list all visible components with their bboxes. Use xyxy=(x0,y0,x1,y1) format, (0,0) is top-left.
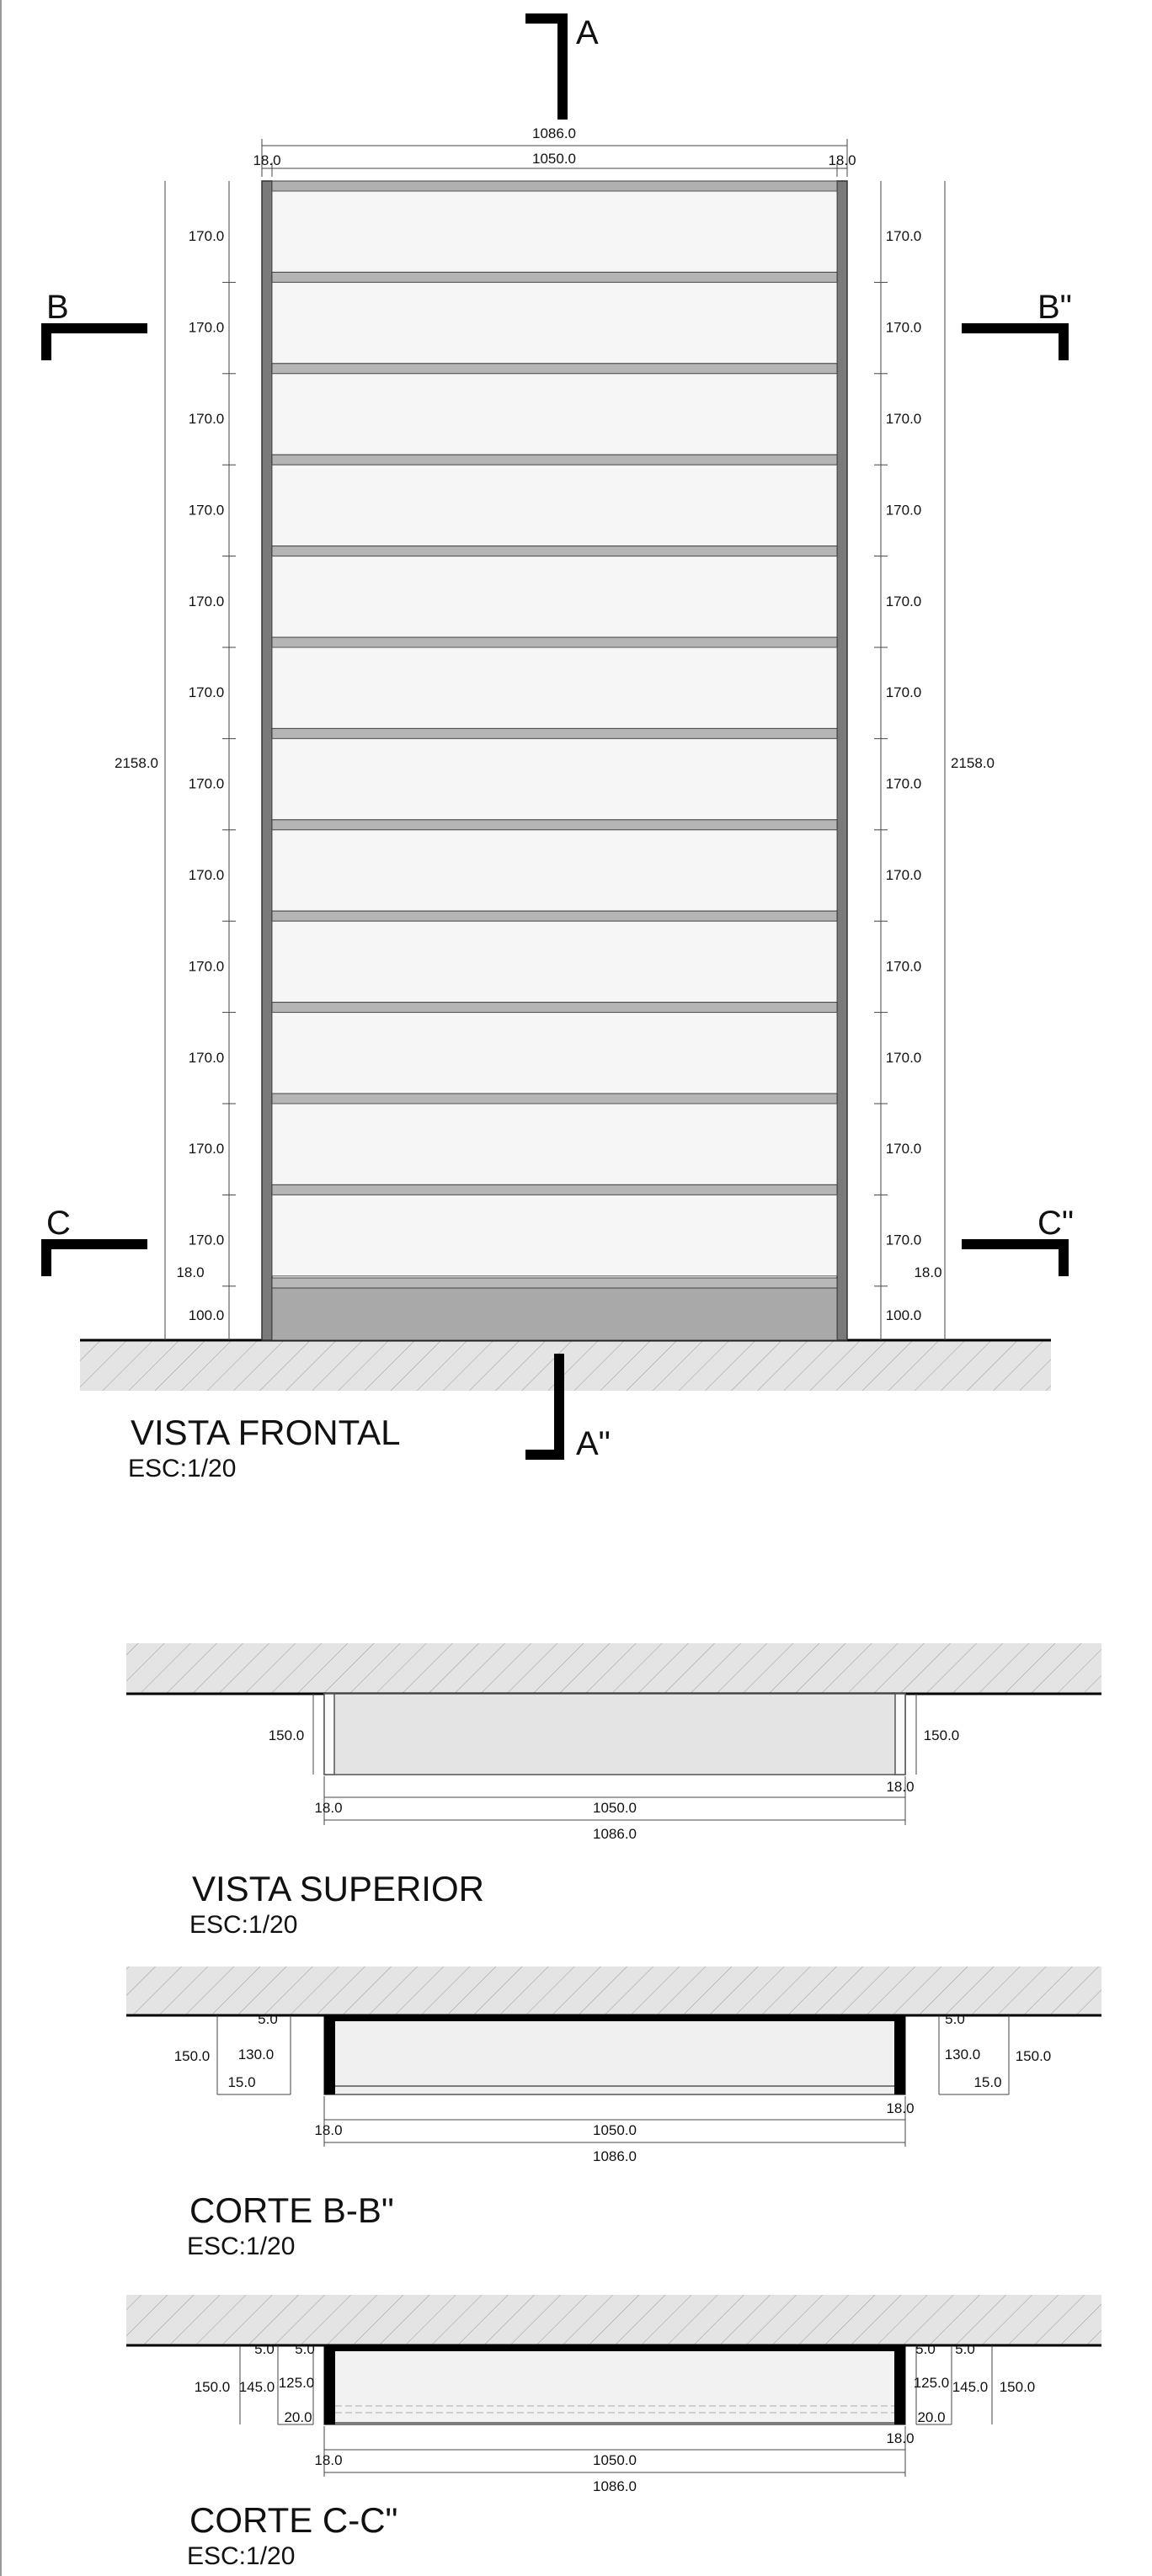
shelf-bay xyxy=(272,647,837,728)
section-c-title: CORTE C-C" xyxy=(189,2500,398,2540)
section-label-a: A xyxy=(576,14,599,51)
right-side-section xyxy=(894,2345,905,2424)
shelf-board xyxy=(272,272,837,282)
shelf-dim-right: 170.0 xyxy=(885,593,922,609)
shelf-dim-left: 170.0 xyxy=(188,1141,225,1158)
section-label-b2: B" xyxy=(1037,289,1072,326)
shelf-bay xyxy=(272,1195,837,1275)
shelf-board xyxy=(272,364,837,374)
secc-dim-145-right: 145.0 xyxy=(952,2379,989,2395)
secc-dim-depth-right: 150.0 xyxy=(999,2379,1036,2395)
shelf-dim-left: 170.0 xyxy=(188,319,225,336)
top-dim-depth-left: 150.0 xyxy=(268,1727,305,1743)
secc-dim-inner-left: 125.0 xyxy=(278,2375,315,2391)
top-view-title: VISTA SUPERIOR xyxy=(192,1869,484,1908)
top-dim-side-left: 18.0 xyxy=(314,1800,343,1816)
section-c-view xyxy=(126,2295,1101,2570)
shelf-bay xyxy=(272,465,837,546)
shelf-board xyxy=(272,1003,837,1013)
shelf-dim-left: 170.0 xyxy=(188,684,225,701)
shelf-bay xyxy=(272,1104,837,1184)
secc-dim-top-gap-right: 5.0 xyxy=(915,2341,936,2357)
left-side-section xyxy=(324,2345,335,2424)
secc-dim-overall: 1086.0 xyxy=(593,2478,637,2494)
right-side-section xyxy=(894,2015,905,2094)
front-view-scale: ESC:1/20 xyxy=(128,1455,237,1482)
section-b-title: CORTE B-B" xyxy=(189,2190,394,2230)
shelf-bay xyxy=(272,1013,837,1094)
wall-hatch xyxy=(126,1967,1101,2015)
dim-left-side: 18.0 xyxy=(253,152,281,168)
shelf-dim-right: 170.0 xyxy=(885,867,922,883)
dim-plinth-left: 100.0 xyxy=(188,1307,225,1323)
secb-dim-bottom-gap-left: 15.0 xyxy=(227,2074,256,2090)
section-label-c2: C" xyxy=(1037,1205,1075,1242)
top-dim-overall: 1086.0 xyxy=(593,1826,637,1842)
bottom-board xyxy=(272,1278,837,1288)
shelf-dim-right: 170.0 xyxy=(885,1141,922,1158)
shelf-dim-right: 170.0 xyxy=(885,775,922,792)
dim-overall-height-right: 2158.0 xyxy=(951,755,995,771)
dim-plinth-right: 100.0 xyxy=(885,1307,922,1323)
section-b-scale: ESC:1/20 xyxy=(187,2233,296,2260)
shelf-dim-left: 170.0 xyxy=(188,1049,225,1066)
shelf-board xyxy=(272,1094,837,1104)
top-board-section xyxy=(324,2345,905,2351)
front-view-title: VISTA FRONTAL xyxy=(131,1413,401,1452)
shelf-dim-left: 170.0 xyxy=(188,593,225,609)
section-mark-c xyxy=(46,1244,147,1276)
secb-dim-side-right: 18.0 xyxy=(886,2100,915,2116)
shelf-dim-right: 170.0 xyxy=(885,684,922,701)
secc-dim-145-left: 145.0 xyxy=(238,2379,275,2395)
secb-dim-overall: 1086.0 xyxy=(593,2148,637,2164)
left-side-panel xyxy=(262,181,272,1340)
shelf-bay xyxy=(272,556,837,637)
dim-right-side: 18.0 xyxy=(828,152,856,168)
shelf-board xyxy=(272,637,837,647)
secc-dim-side-left: 18.0 xyxy=(314,2452,343,2468)
shelf-board xyxy=(272,455,837,465)
section-label-c: C xyxy=(46,1205,71,1242)
secc-dim-top-gap-right-2: 5.0 xyxy=(955,2341,975,2357)
secb-dim-top-gap-right: 5.0 xyxy=(945,2011,965,2027)
shelf-board xyxy=(272,728,837,738)
secb-dim-inner: 1050.0 xyxy=(593,2122,637,2138)
right-side-panel xyxy=(837,181,847,1340)
secc-dim-top-gap-left-2: 5.0 xyxy=(295,2341,315,2357)
shelf-bay xyxy=(272,738,837,819)
shelf-dim-right: 170.0 xyxy=(885,319,922,336)
shelf-dim-left: 170.0 xyxy=(188,228,225,245)
secb-dim-top-gap-left: 5.0 xyxy=(258,2011,278,2027)
dim-bottom-board-left: 18.0 xyxy=(176,1264,205,1280)
top-dim-side-right: 18.0 xyxy=(886,1779,915,1795)
wall-hatch xyxy=(126,2295,1101,2345)
shelf-board xyxy=(272,820,837,830)
shelf-bay xyxy=(272,830,837,911)
plinth xyxy=(272,1288,837,1340)
front-view xyxy=(46,14,1074,1482)
top-board-section xyxy=(324,2015,905,2021)
shelf-dim-right: 170.0 xyxy=(885,228,922,245)
dim-overall-width: 1086.0 xyxy=(532,125,576,141)
secb-dim-inner-left: 130.0 xyxy=(237,2046,275,2062)
shelf-dim-left: 170.0 xyxy=(188,958,225,975)
shelf-board xyxy=(272,546,837,556)
shelf-dim-left: 170.0 xyxy=(188,502,225,519)
shelf-dim-left: 170.0 xyxy=(188,411,225,427)
cabinet-plan xyxy=(324,1694,905,1775)
section-label-a2: A" xyxy=(576,1425,611,1462)
shelf-dim-right: 170.0 xyxy=(885,411,922,427)
top-view-scale: ESC:1/20 xyxy=(189,1911,298,1939)
shelf-dim-left: 170.0 xyxy=(188,775,225,792)
secb-dim-bottom-gap-right: 15.0 xyxy=(973,2074,1002,2090)
secb-dim-inner-right: 130.0 xyxy=(944,2046,981,2062)
cabinet-section xyxy=(324,2017,905,2094)
shelf-bay xyxy=(272,921,837,1002)
secc-dim-inner: 1050.0 xyxy=(593,2452,637,2468)
secb-dim-side-left: 18.0 xyxy=(314,2122,343,2138)
secc-dim-side-right: 18.0 xyxy=(886,2430,915,2446)
dim-bottom-board-right: 18.0 xyxy=(914,1264,942,1280)
secc-dim-depth-left: 150.0 xyxy=(194,2379,231,2395)
shelf-bay xyxy=(272,191,837,272)
secc-dim-bottom-gap-left: 20.0 xyxy=(284,2409,312,2425)
right-side-plan xyxy=(895,1694,905,1775)
secc-dim-bottom-gap-right: 20.0 xyxy=(917,2409,946,2425)
shelf-dim-right: 170.0 xyxy=(885,1232,922,1248)
section-mark-c2 xyxy=(962,1244,1064,1276)
shelf-board xyxy=(272,1184,837,1195)
secc-dim-inner-right: 125.0 xyxy=(913,2375,950,2391)
top-dim-depth-right: 150.0 xyxy=(923,1727,960,1743)
shelf-board xyxy=(272,911,837,921)
section-label-b: B xyxy=(46,289,69,326)
shelf-dim-right: 170.0 xyxy=(885,958,922,975)
section-b-view xyxy=(126,1967,1101,2260)
shelf-dim-right: 170.0 xyxy=(885,502,922,519)
floor-hatch xyxy=(80,1340,1051,1391)
wall-hatch xyxy=(126,1643,1101,1694)
section-mark-a xyxy=(525,19,563,120)
section-mark-b xyxy=(46,328,147,360)
shelf-bay xyxy=(272,282,837,363)
shelf-dim-left: 170.0 xyxy=(188,1232,225,1248)
secb-dim-depth-right: 150.0 xyxy=(1015,2048,1052,2064)
left-side-section xyxy=(324,2015,335,2094)
shelf-dim-left: 170.0 xyxy=(188,867,225,883)
dim-inner-width: 1050.0 xyxy=(532,151,576,167)
secb-dim-depth-left: 150.0 xyxy=(173,2048,211,2064)
shelf-bay xyxy=(272,374,837,455)
section-mark-b2 xyxy=(962,328,1064,360)
top-dim-inner: 1050.0 xyxy=(593,1800,637,1816)
top-board xyxy=(272,181,837,191)
dim-overall-height-left: 2158.0 xyxy=(115,755,158,771)
secc-dim-top-gap-left: 5.0 xyxy=(254,2341,275,2357)
section-c-scale: ESC:1/20 xyxy=(187,2542,296,2570)
left-side-plan xyxy=(324,1694,334,1775)
top-view xyxy=(126,1643,1101,1939)
shelf-bays xyxy=(272,191,837,1276)
shelf-dim-right: 170.0 xyxy=(885,1049,922,1066)
